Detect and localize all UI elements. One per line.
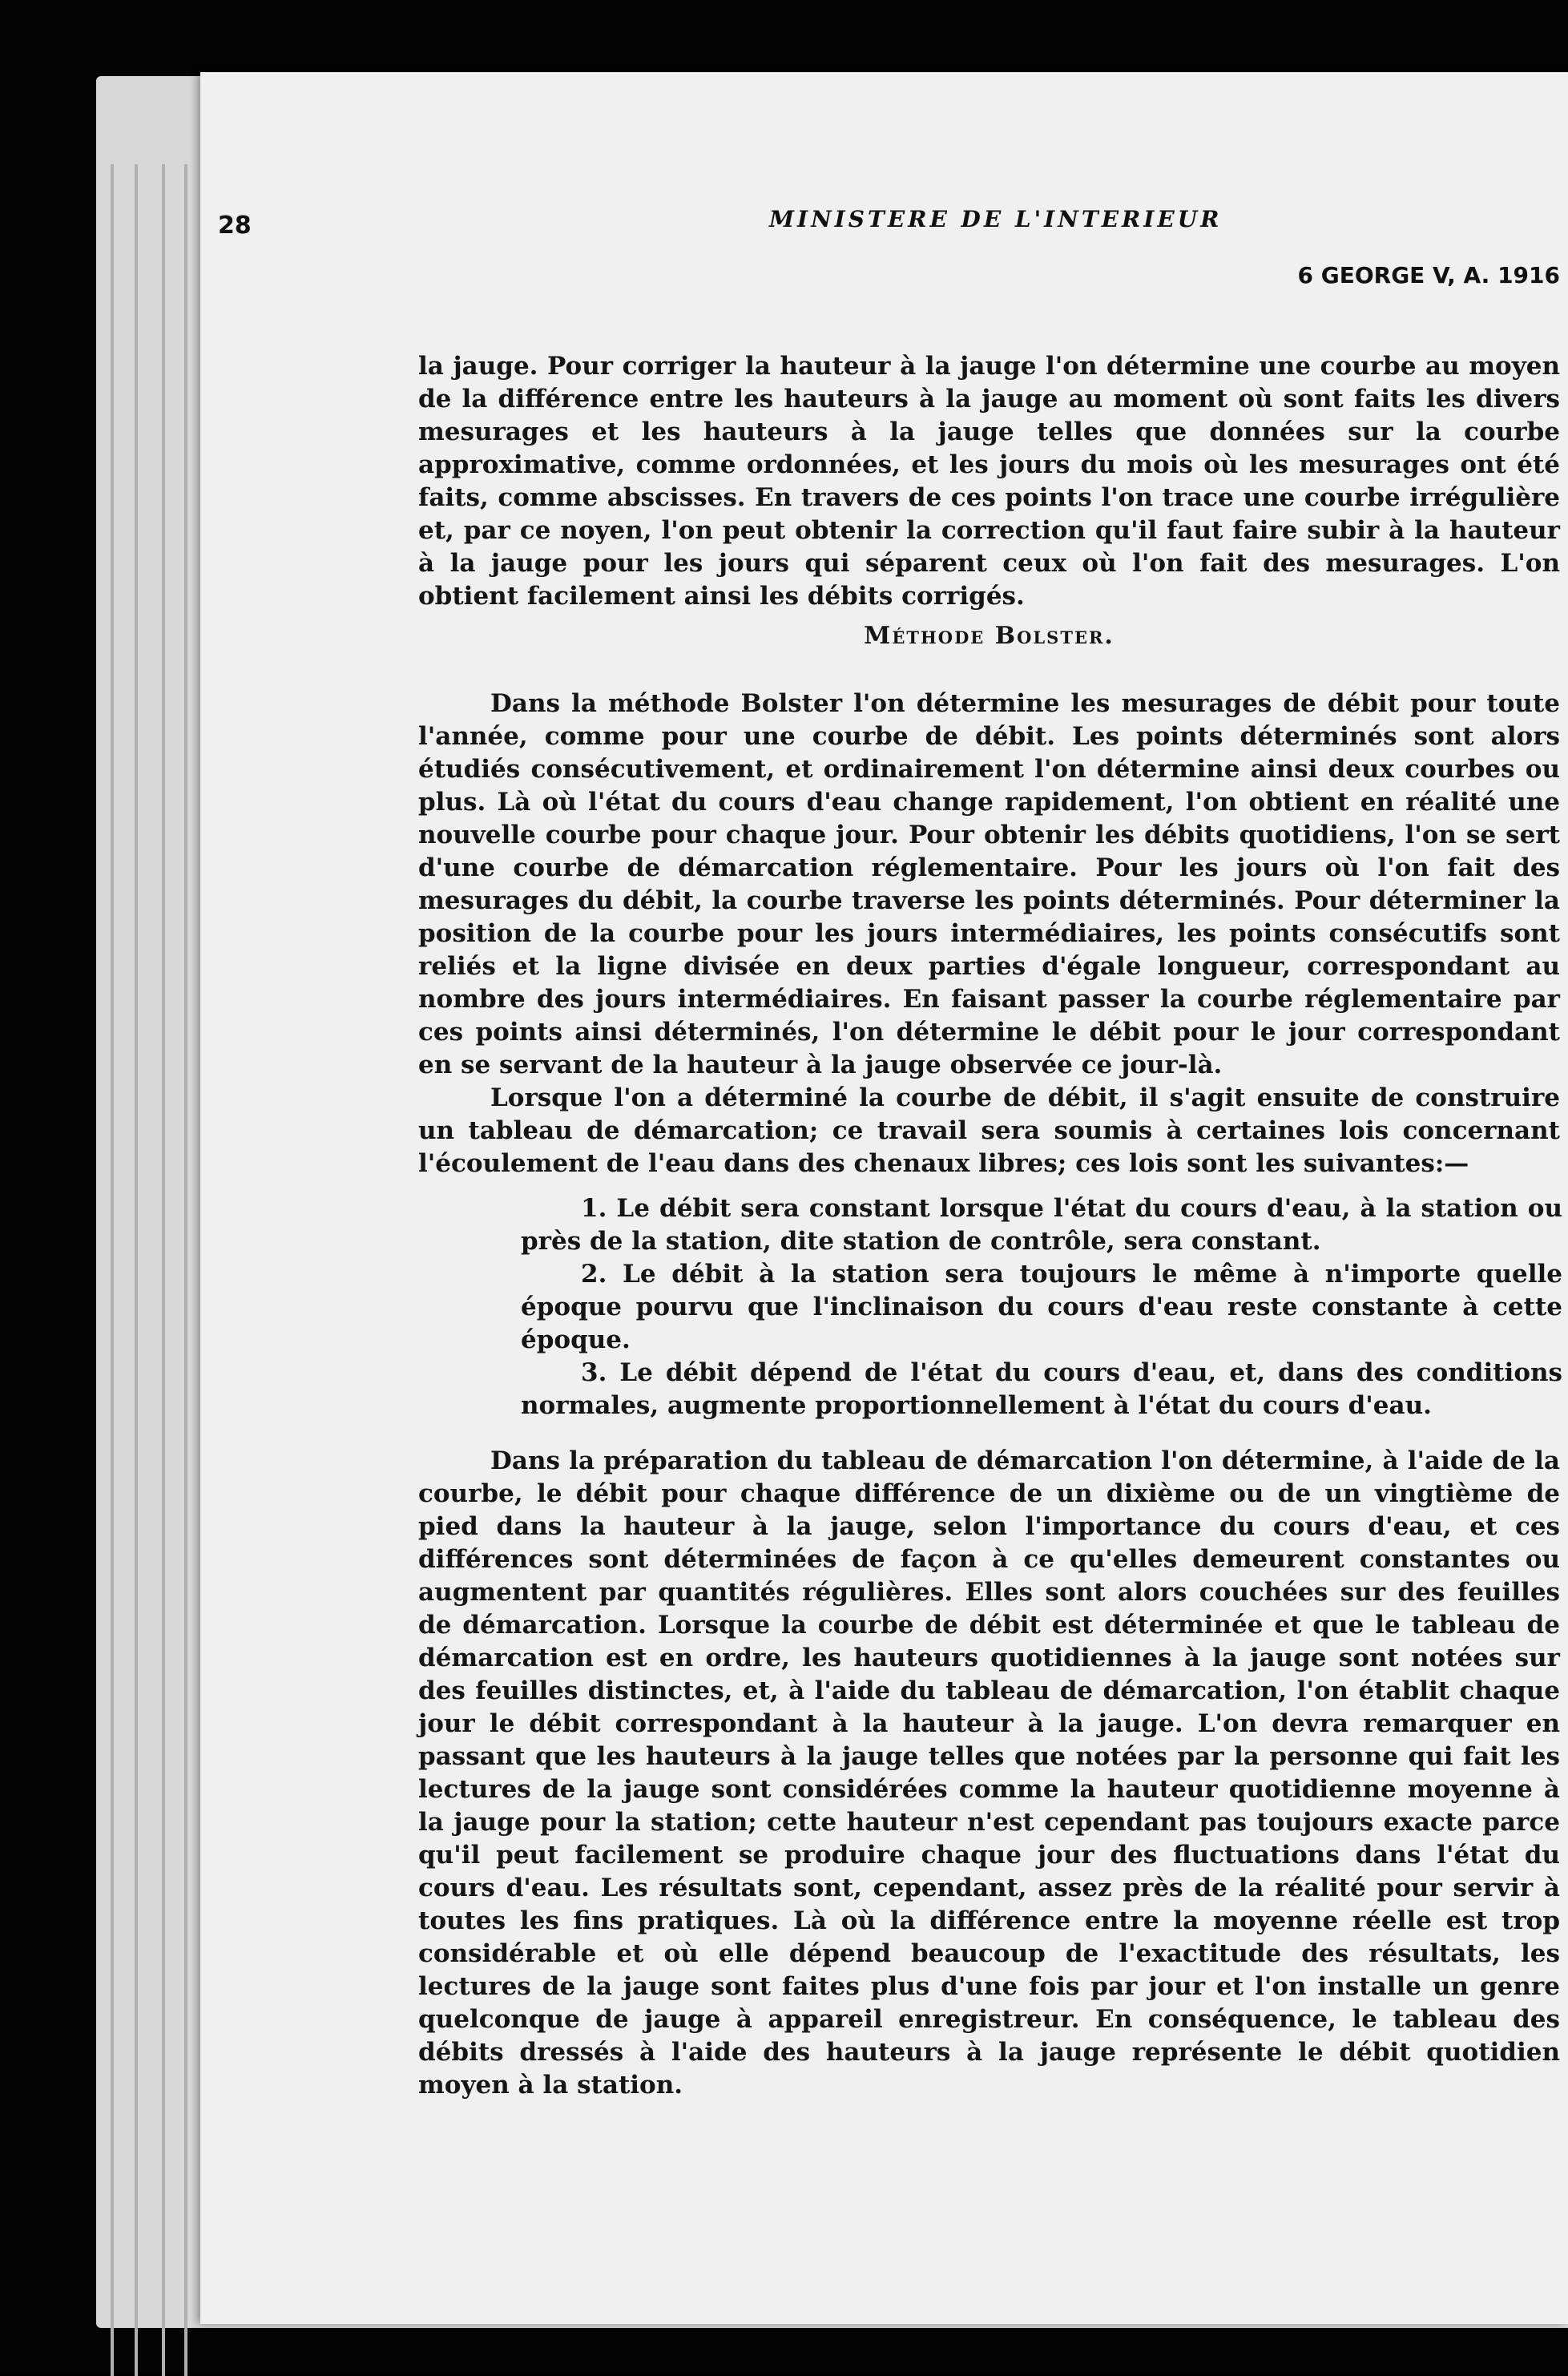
page-edge-line — [184, 164, 187, 2376]
section-heading: Méthode Bolster. — [864, 622, 1115, 650]
preparation-section-block — [418, 1445, 1560, 2102]
bolster-paragraph: Dans la méthode Bolster l'on détermine les mesurages de débit pour toute l'année, comme pour une courbe de débit. Les points déterminés sont alors étudiés consécutivement, et ordinairement l'on détermine ainsi deux courbes ou plus. Là où l'état du cours d'eau change rapidement, l'on obtient en réalité une nouvelle courbe pour chaque jour. Pour obtenir les débits quotidiens, l'on se sert d'une courbe de démarcation réglementaire. Pour les jours où l'on fait des mesurages du débit, la courbe traverse les points déterminés. Pour déterminer la position de la courbe pour les jours intermédiaires, les points consécutifs sont reliés et la ligne divisée en deux parties d'égale longueur, correspondant au nombre des jours intermédiaires. En faisant passer la courbe réglementaire par ces points ainsi déterminés, l'on détermine le débit pour le jour correspondant en se servant de la hauteur à la jauge observée ce jour-là. — [418, 689, 1560, 1079]
preparation-paragraph: Dans la préparation du tableau de démarcation l'on détermine, à l'aide de la courbe, le débit pour chaque différence de un dixième ou de un vingtième de pied dans la hauteur à la jauge, selon l'importance du cours d'eau, et ces différences sont déterminées de façon à ce qu'elles demeurent constantes ou augmentent par quantités régulières. Elles sont alors couchées sur des feuilles de démarcation. Lorsque la courbe de débit est déterminée et que le tableau de démarcation est en ordre, les hauteurs quotidiennes à la jauge sont notées sur des feuilles distinctes, et, à l'aide du tableau de démarcation, l'on établit chaque jour le débit correspondant à la hauteur à la jauge. L'on devra remarquer en passant que les hauteurs à la jauge telles que notées par la personne qui fait les lectures de la jauge sont considérées comme la hauteur quotidienne moyenne à la jauge pour la station; cette hauteur n'est cependant pas toujours exacte parce qu'il peut facilement se produire chaque jour des fluctuations dans l'état du cours d'eau. Les résultats sont, cependant, assez près de la réalité pour servir à toutes les fins pratiques. Là où la différence entre la moyenne réelle est trop considérable et où elle dépend beaucoup de l'exactitude des résultats, les lectures de la jauge sont faites plus d'une fois par jour et l'on installe un genre quelconque de jauge à appareil enregistreur. En conséquence, le tableau des débits dressés à l'aide des hauteurs à la jauge représente le débit quotidien moyen à la station. — [418, 1446, 1560, 2100]
page-edge-line — [135, 164, 138, 2376]
page-edge-line — [111, 164, 114, 2376]
lorsque-paragraph: Lorsque l'on a déterminé la courbe de débit, il s'agit ensuite de construire un tableau de démarcation; ce travail sera soumis à certaines lois concernant l'écoulement de l'eau dans des chenaux libres; ces lois sont les suivantes:— — [418, 1083, 1560, 1178]
rule-item: 2. Le débit à la station sera toujours le même à n'importe quelle époque pourvu que l'inclinaison du cours d'eau reste constante à cette époque. — [521, 1260, 1562, 1354]
rule-item: 1. Le débit sera constant lorsque l'état du cours d'eau, à la station ou près de la station, dite station de contrôle, sera constant. — [521, 1194, 1562, 1256]
session-reference: 6 GEORGE V, A. 1916 — [1297, 262, 1560, 288]
page-edge-line — [162, 164, 165, 2376]
bolster-section-block — [418, 688, 1560, 1180]
rules-list — [521, 1192, 1562, 1422]
page-number: 28 — [218, 212, 252, 240]
running-head: MINISTERE DE L'INTERIEUR — [769, 206, 1223, 232]
intro-paragraph-block — [418, 350, 1560, 613]
intro-paragraph: la jauge. Pour corriger la hauteur à la jauge l'on détermine une courbe au moyen de la différence entre les hauteurs à la jauge au moment où sont faits les divers mesurages et les hauteurs à la jauge telles que données sur la courbe approximative, comme ordonnées, et les jours du mois où les mesurages ont été faits, comme abscisses. En travers de ces points l'on trace une courbe irrégulière et, par ce noyen, l'on peut obtenir la correction qu'il faut faire subir à la hauteur à la jauge pour les jours qui séparent ceux où l'on fait des mesurages. L'on obtient facilement ainsi les débits corrigés. — [418, 352, 1560, 611]
rule-item: 3. Le débit dépend de l'état du cours d'eau, et, dans des conditions normales, augmente proportionnellement à l'état du cours d'eau. — [521, 1358, 1562, 1420]
